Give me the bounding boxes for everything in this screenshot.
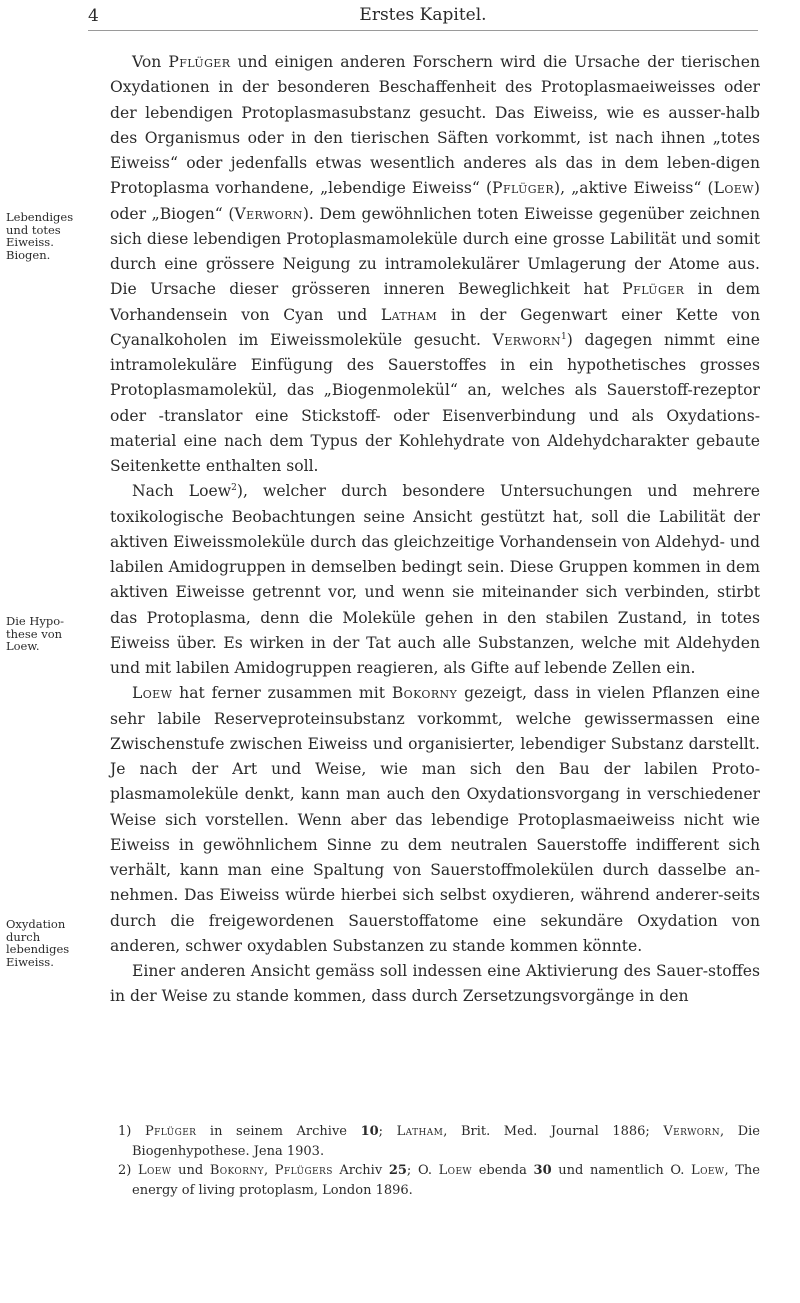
- margin-note-lebendiges-eiweiss: Lebendiges und totes Eiweiss. Biogen.: [6, 210, 74, 262]
- author-name: Latham: [380, 305, 438, 324]
- running-header: [88, 4, 758, 31]
- margin-note-oxydation: Oxydation durch lebendiges Eiweiss.: [6, 917, 70, 969]
- footnote-ref: 2: [231, 483, 237, 494]
- page-number: 4: [88, 6, 99, 26]
- margin-note-hypothese-loew: Die Hypo- these von Loew.: [6, 614, 65, 653]
- paragraph-3: Loew hat ferner zusammen mit Bokorny gezeigt, dass in vielen Pflanzen eine sehr labile Reserveproteinsubstanz vorkommt, welche gewissermassen eine Zwischenstufe zwischen Eiweiss und organisierter, lebendiger Substanz darstellt. Je nach der Art und Weise, wie man sich den Bau der labilen Proto-plasmamoleküle denkt, kann man auch den Oxydationsvorgang in verschiedener Weise sich vorstellen. Wenn aber das lebendige Protoplasmaeiweiss nicht wie Eiweiss in gewöhnlichem Sinne zu dem neutralen Sauerstoffe indifferent sich verhält, kann man eine Spaltung von Sauerstoffmolekülen durch dasselbe an-nehmen. Das Eiweiss würde hierbei sich selbst oxydieren, während anderer-seits durch die freigewordenen Sauerstoffatome eine sekundäre Oxydation von anderen, schwer oxydablen Substanzen zu stande kommen könnte.: [110, 684, 760, 955]
- paragraph-1: Von Pflüger und einigen anderen Forschern wird die Ursache der tierischen Oxydationen in der besonderen Beschaffenheit des Protoplasmaeiweisses oder der lebendigen Protoplasmasubstanz gesucht. Das Eiweiss, wie es ausser-halb des Organismus oder in den tierischen Säften vorkommt, ist nach ihnen „totes Eiweiss“ oder jedenfalls etwas wesentlich anderes als das in dem leben-digen Protoplasma vorhandene, „lebendige Eiweiss“ (Pflüger), „aktive Eiweiss“ (Loew) oder „Biogen“ (Verworn). Dem gewöhnlichen toten Eiweisse gegenüber zeichnen sich diese lebendigen Protoplasmamoleküle durch eine grosse Labilität und somit durch eine grössere Neigung zu intramolekulärer Umlagerung der Atome aus. Die Ursache dieser grösseren inneren Beweglichkeit hat Pflüger in dem Vorhandensein von Cyan und Latham in der Gegenwart einer Kette von Cyanalkoholen im Eiweissmoleküle gesucht. Verworn$^1$) dagegen nimmt eine intramolekuläre Einfügung des Sauerstoffes in ein hypothetisches grosses Protoplasmamolekül, das „Biogenmolekül“ an, welches als Sauerstoff-rezeptor oder -translator eine Stickstoff- oder Eisenverbindung und als Oxydations-material eine nach dem Typus der Kohlehydrate von Aldehydcharakter gebaute Seitenkette enthalten soll.: [110, 53, 761, 475]
- author-name: Verworn: [492, 330, 562, 349]
- footnote-2: 2) Loew und Bokorny, Pflügers Archiv 25; O. Loew ebenda 30 und namentlich O. Loew, The energy of living protoplasm, London 1896.: [118, 1163, 760, 1198]
- author-name: Bokorny: [391, 684, 458, 703]
- author-name: Loew: [713, 179, 754, 198]
- paragraph-4: Einer anderen Ansicht gemäss soll indessen eine Aktivierung des Sauer-stoffes in der Weise zu stande kommen, dass durch Zersetzungsvorgänge in den: [110, 962, 760, 1006]
- author-name: Pflüger: [492, 179, 555, 198]
- footnote-ref: 1: [561, 331, 567, 342]
- body-text: [110, 50, 760, 1010]
- chapter-title: Erstes Kapitel.: [359, 5, 487, 25]
- author-name: Verworn: [234, 204, 303, 223]
- author-name: Pflüger: [168, 53, 231, 71]
- paragraph-2: Nach Loew$^2$), welcher durch besondere Untersuchungen und mehrere toxikologische Beobachtungen seine Ansicht gestützt hat, soll die Labilität der aktiven Eiweissmoleküle durch das gleichzeitige Vorhandensein von Aldehyd- und labilen Amidogruppen in demselben bedingt sein. Diese Gruppen kommen in dem aktiven Eiweisse getrennt vor, und wenn sie miteinander sich verbinden, stirbt das Protoplasma, denn die Moleküle gehen in den stabilen Zustand, in totes Eiweiss über. Es wirken in der Tat auch alle Substanzen, welche mit Aldehyden und mit labilen Amidogruppen reagieren, als Gifte auf lebende Zellen ein.: [110, 482, 760, 677]
- footnote-1: 1) Pflüger in seinem Archive 10; Latham, Brit. Med. Journal 1886; Verworn, Die Biogenhypothese. Jena 1903.: [118, 1124, 761, 1159]
- author-name: Pflüger: [622, 280, 685, 299]
- author-name: Loew: [132, 684, 173, 703]
- footnotes: [110, 1122, 760, 1200]
